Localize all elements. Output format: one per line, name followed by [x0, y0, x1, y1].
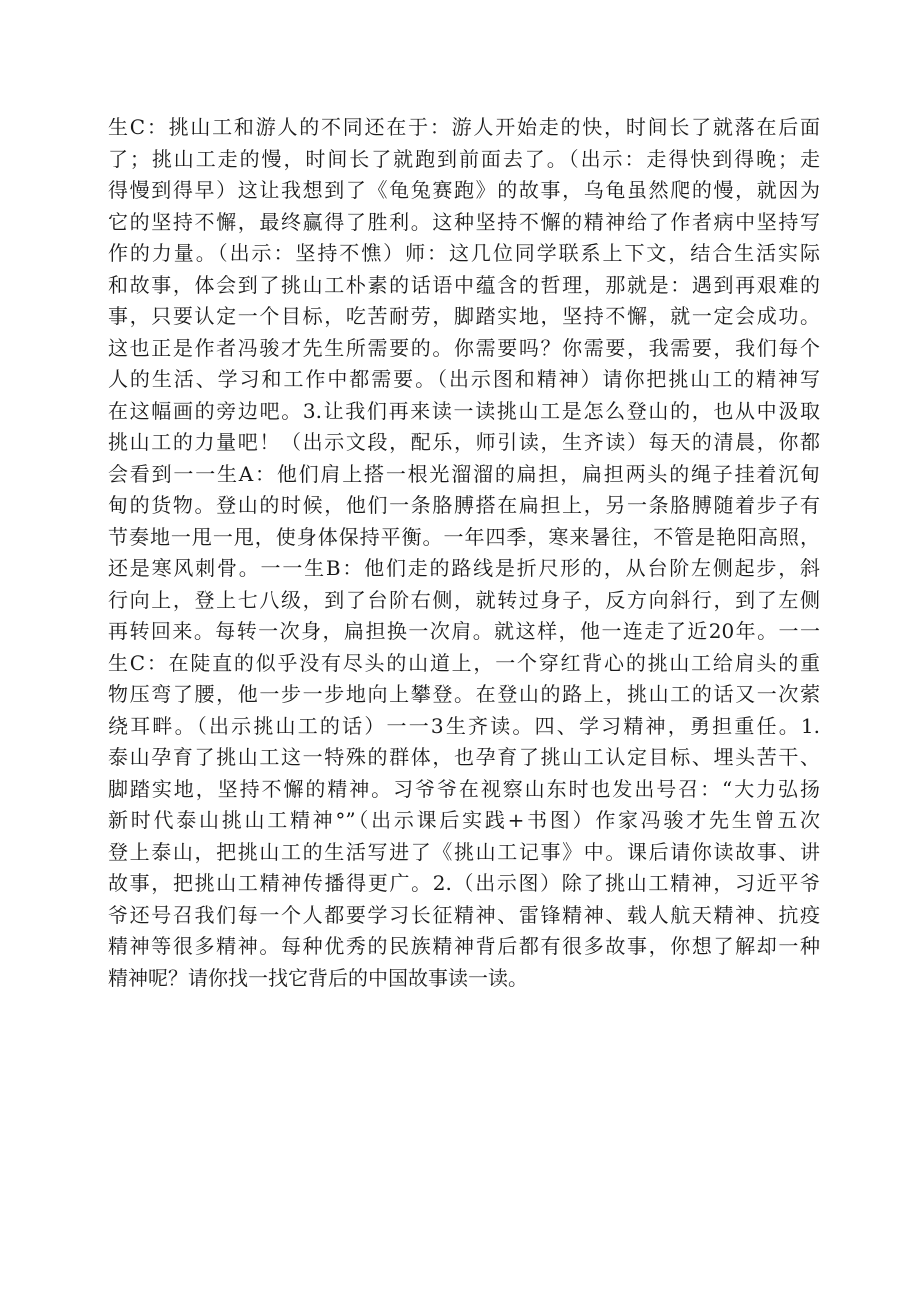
text-line: 生C：在陡直的似乎没有尽头的山道上，一个穿红背心的挑山工给肩头的重 — [108, 650, 820, 675]
text-line: 了；挑山工走的慢，时间长了就跑到前面去了。（出示：走得快到得晚；走 — [108, 146, 820, 171]
text-line: 作的力量。（出示：坚持不憔）师：这几位同学联系上下文，结合生活实际 — [108, 241, 820, 265]
text-line: 挑山工的力量吧！（出示文段，配乐，师引读，生齐读）每天的清晨，你都 — [108, 430, 820, 454]
text-line: 再转回来。每转一次身，扁担换一次肩。就这样，他一连走了近20年。一一 — [108, 619, 820, 643]
text-line: 会看到一一生A：他们肩上搭一根光溜溜的扁担，扁担两头的绳子挂着沉甸 — [108, 461, 820, 486]
text-line: 绕耳畔。（出示挑山工的话）一一3生齐读。四、学习精神，勇担重任。1. — [108, 713, 820, 738]
text-line: 它的坚持不懈，最终赢得了胜利。这种坚持不懈的精神给了作者病中坚持写 — [108, 209, 820, 234]
body-text — [108, 112, 820, 994]
text-line: 爷还号召我们每一个人都要学习长征精神、雷锋精神、载人航天精神、抗疫 — [108, 902, 820, 927]
text-line: 还是寒风刺骨。一一生B：他们走的路线是折尺形的，从台阶左侧起步，斜 — [108, 556, 820, 580]
text-line: 行向上，登上七八级，到了台阶右侧，就转过身子，反方向斜行，到了左侧 — [108, 587, 820, 612]
text-line: 物压弯了腰，他一步一步地向上攀登。在登山的路上，挑山工的话又一次萦 — [108, 682, 820, 706]
text-line: 人的生活、学习和工作中都需要。（出示图和精神）请你把挑山工的精神写 — [108, 367, 820, 391]
text-line: 节奏地一甩一甩，使身体保持平衡。一年四季，寒来暑往，不管是艳阳高照， — [108, 524, 820, 549]
text-line: 在这幅画的旁边吧。3.让我们再来读一读挑山工是怎么登山的，也从中汲取 — [108, 398, 820, 423]
text-line: 得慢到得早）这让我想到了《龟兔赛跑》的故事，乌龟虽然爬的慢，就因为 — [108, 178, 820, 202]
text-line: 新时代泰山挑山工精神°”（出示课后实践+书图）作家冯骏才先生曾五次 — [108, 808, 820, 832]
text-line: 事，只要认定一个目标，吃苦耐劳，脚踏实地，坚持不懈，就一定会成功。 — [108, 304, 820, 328]
text-line: 和故事，体会到了挑山工朴素的话语中蕴含的哲理，那就是：遇到再艰难的 — [108, 272, 820, 297]
text-line: 故事，把挑山工精神传播得更广。2.（出示图）除了挑山工精神，习近平爷 — [108, 871, 820, 895]
text-line: 甸的货物。登山的时候，他们一条胳膊搭在扁担上，另一条胳膊随着步子有 — [108, 493, 820, 517]
text-line: 登上泰山，把挑山工的生活写进了《挑山工记事》中。课后请你读故事、讲 — [108, 839, 820, 864]
text-line: 生C：挑山工和游人的不同还在于：游人开始走的快，时间长了就落在后面 — [108, 115, 820, 139]
text-line: 精神等很多精神。每种优秀的民族精神背后都有很多故事，你想了解却一种 — [108, 934, 820, 958]
text-line: 这也正是作者冯骏才先生所需要的。你需要吗？你需要，我需要，我们每个 — [108, 335, 820, 360]
text-line: 泰山孕育了挑山工这一特殊的群体，也孕育了挑山工认定目标、埋头苦干、 — [108, 745, 820, 769]
text-line: 脚踏实地，坚持不懈的精神。习爷爷在视察山东时也发出号召：“大力弘扬 — [108, 776, 820, 801]
text-line: 精神呢？请你找一找它背后的中国故事读一读。 — [108, 965, 528, 990]
